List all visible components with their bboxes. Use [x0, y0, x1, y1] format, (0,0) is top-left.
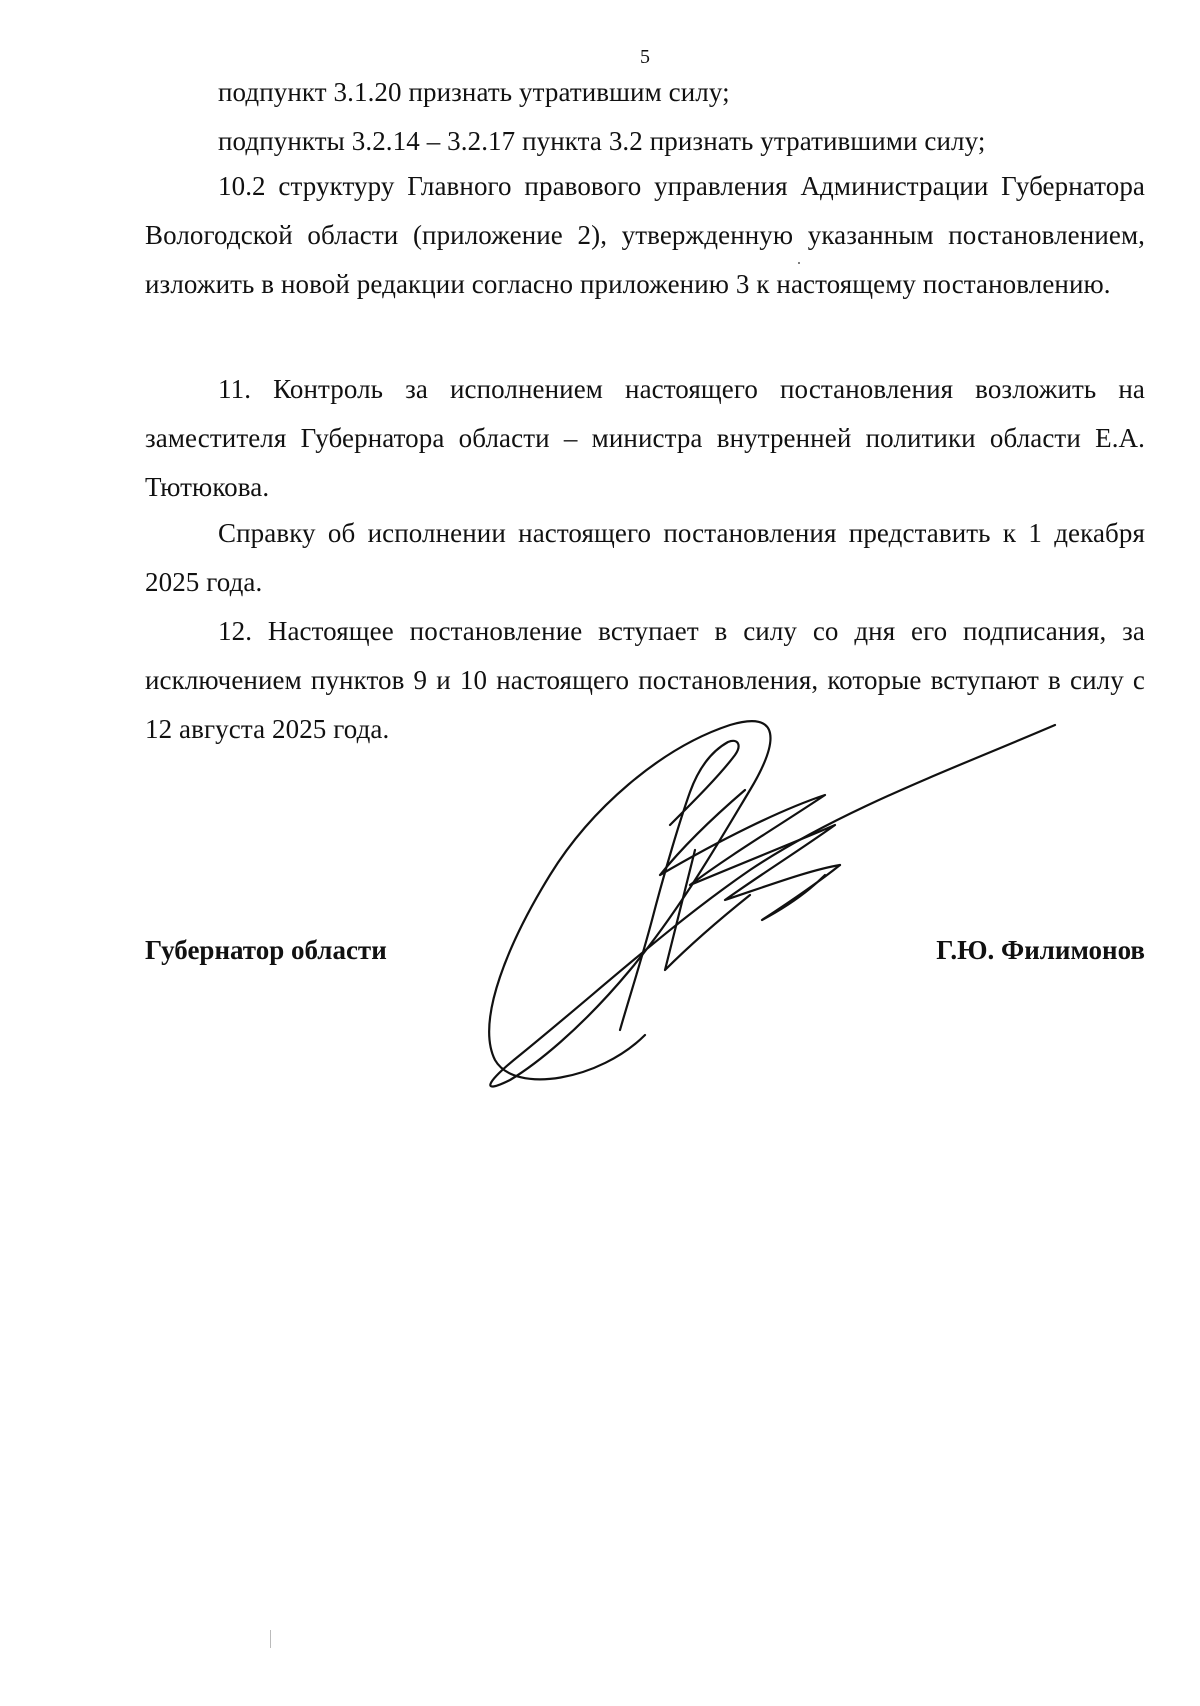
paragraph-12: 12. Настоящее постановление вступает в силу со дня его подписания, за исключением пунктов 9 и 10 настоящего постановления, которые вступают в силу с 12 августа 2025 года. [145, 616, 1145, 744]
signatory-name: Г.Ю. Филимонов [936, 935, 1145, 965]
paragraph-subpoint-3-1-20: подпункт 3.1.20 признать утратившим силу; [218, 77, 730, 107]
paragraph-report: Справку об исполнении настоящего постановления представить к 1 декабря 2025 года. [145, 518, 1145, 597]
paragraph-subpoints-3-2: подпункты 3.2.14 – 3.2.17 пункта 3.2 признать утратившими силу; [218, 126, 986, 156]
paragraph-11: 11. Контроль за исполнением настоящего постановления возложить на заместителя Губернатора области – министра внутренней политики области Е.А. Тютюкова. [145, 374, 1145, 502]
handwritten-signature [480, 700, 1060, 1100]
page-number: 5 [640, 46, 650, 68]
paragraph-10-2: 10.2 структуру Главного правового управления Администрации Губернатора Вологодской области (приложение 2), утвержденную указанным постановлением, изложить в новой редакции согласно приложению 3 к настоящему постановлению. [145, 171, 1145, 299]
specks [270, 1630, 271, 1648]
specks [798, 262, 800, 264]
signatory-position: Губернатор области [145, 935, 387, 965]
